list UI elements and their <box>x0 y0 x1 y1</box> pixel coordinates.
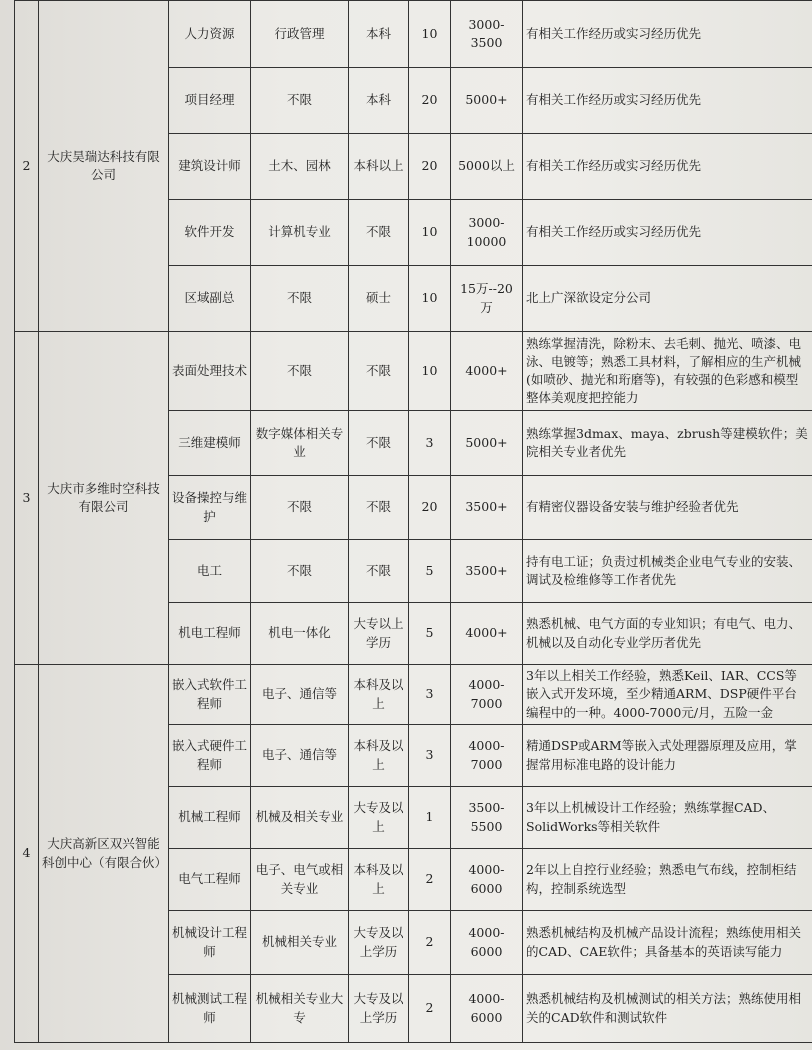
major-cell: 不限 <box>251 68 349 134</box>
requirement-cell: 2年以上自控行业经验；熟悉电气布线，控制柜结构，控制系统选型 <box>523 849 812 911</box>
count-cell: 3 <box>409 665 451 725</box>
education-cell: 本科以上 <box>349 134 409 200</box>
count-cell: 10 <box>409 200 451 266</box>
major-cell: 土木、园林 <box>251 134 349 200</box>
count-cell: 20 <box>409 68 451 134</box>
table-row <box>15 665 812 725</box>
position-cell: 电工 <box>169 540 251 603</box>
requirement-cell: 持有电工证；负责过机械类企业电气专业的安装、调试及检维修等工作者优先 <box>523 540 812 603</box>
position-cell: 机械设计工程师 <box>169 911 251 975</box>
major-cell: 不限 <box>251 266 349 332</box>
position-cell: 电气工程师 <box>169 849 251 911</box>
salary-cell: 3500+ <box>451 540 523 603</box>
salary-cell: 3500+ <box>451 476 523 540</box>
education-cell: 本科 <box>349 1 409 68</box>
requirement-cell: 熟悉机械、电气方面的专业知识；有电气、电力、机械以及自动化专业学历者优先 <box>523 603 812 665</box>
requirement-cell: 精通DSP或ARM等嵌入式处理器原理及应用，掌握常用标准电路的设计能力 <box>523 725 812 787</box>
education-cell: 本科 <box>349 68 409 134</box>
position-cell: 区域副总 <box>169 266 251 332</box>
table-row <box>15 332 812 411</box>
salary-cell: 4000-6000 <box>451 975 523 1043</box>
requirement-cell: 熟练掌握清洗，除粉末、去毛刺、抛光、喷漆、电泳、电镀等；熟悉工具材料，了解相应的生产机械(如喷砂、抛光和珩磨等)，有较强的色彩感和模型整体美观度把控能力 <box>523 332 812 411</box>
position-cell: 嵌入式软件工程师 <box>169 665 251 725</box>
row-index: 3 <box>15 332 39 665</box>
position-cell: 项目经理 <box>169 68 251 134</box>
table-row <box>15 1 812 68</box>
position-cell: 机械工程师 <box>169 787 251 849</box>
education-cell: 本科及以上 <box>349 725 409 787</box>
company-name: 大庆市多维时空科技有限公司 <box>39 332 169 665</box>
position-cell: 机电工程师 <box>169 603 251 665</box>
salary-cell: 4000+ <box>451 603 523 665</box>
position-cell: 机械测试工程师 <box>169 975 251 1043</box>
major-cell: 计算机专业 <box>251 200 349 266</box>
major-cell: 不限 <box>251 540 349 603</box>
education-cell: 大专及以上学历 <box>349 975 409 1043</box>
salary-cell: 4000-7000 <box>451 725 523 787</box>
position-cell: 三维建模师 <box>169 411 251 476</box>
education-cell: 大专及以上学历 <box>349 911 409 975</box>
major-cell: 电子、通信等 <box>251 665 349 725</box>
major-cell: 电子、通信等 <box>251 725 349 787</box>
requirement-cell: 熟悉机械结构及机械测试的相关方法；熟练使用相关的CAD软件和测试软件 <box>523 975 812 1043</box>
education-cell: 本科及以上 <box>349 849 409 911</box>
requirement-cell: 有精密仪器设备安装与维护经验者优先 <box>523 476 812 540</box>
major-cell: 机电一体化 <box>251 603 349 665</box>
requirement-cell: 熟练掌握3dmax、maya、zbrush等建模软件；美院相关专业者优先 <box>523 411 812 476</box>
education-cell: 硕士 <box>349 266 409 332</box>
requirement-cell: 有相关工作经历或实习经历优先 <box>523 200 812 266</box>
position-cell: 设备操控与维护 <box>169 476 251 540</box>
major-cell: 机械相关专业 <box>251 911 349 975</box>
salary-cell: 15万--20万 <box>451 266 523 332</box>
major-cell: 不限 <box>251 332 349 411</box>
education-cell: 大专及以上 <box>349 787 409 849</box>
major-cell: 机械相关专业大专 <box>251 975 349 1043</box>
major-cell: 电子、电气或相关专业 <box>251 849 349 911</box>
salary-cell: 4000-6000 <box>451 849 523 911</box>
count-cell: 20 <box>409 134 451 200</box>
salary-cell: 4000-7000 <box>451 665 523 725</box>
count-cell: 10 <box>409 332 451 411</box>
salary-cell: 3500-5500 <box>451 787 523 849</box>
education-cell: 不限 <box>349 476 409 540</box>
education-cell: 不限 <box>349 540 409 603</box>
count-cell: 5 <box>409 603 451 665</box>
company-name: 大庆昊瑞达科技有限公司 <box>39 1 169 332</box>
requirement-cell: 熟悉机械结构及机械产品设计流程；熟练使用相关的CAD、CAE软件；具备基本的英语读写能力 <box>523 911 812 975</box>
requirement-cell: 有相关工作经历或实习经历优先 <box>523 134 812 200</box>
salary-cell: 5000+ <box>451 68 523 134</box>
count-cell: 3 <box>409 725 451 787</box>
position-cell: 嵌入式硬件工程师 <box>169 725 251 787</box>
count-cell: 2 <box>409 849 451 911</box>
education-cell: 不限 <box>349 200 409 266</box>
count-cell: 5 <box>409 540 451 603</box>
position-cell: 建筑设计师 <box>169 134 251 200</box>
position-cell: 表面处理技术 <box>169 332 251 411</box>
education-cell: 大专以上学历 <box>349 603 409 665</box>
education-cell: 不限 <box>349 411 409 476</box>
requirement-cell: 有相关工作经历或实习经历优先 <box>523 68 812 134</box>
count-cell: 3 <box>409 411 451 476</box>
count-cell: 1 <box>409 787 451 849</box>
company-name: 大庆高新区双兴智能科创中心（有限合伙） <box>39 665 169 1043</box>
major-cell: 不限 <box>251 476 349 540</box>
job-listing-table <box>14 0 812 1043</box>
requirement-cell: 3年以上机械设计工作经验；熟练掌握CAD、SolidWorks等相关软件 <box>523 787 812 849</box>
position-cell: 软件开发 <box>169 200 251 266</box>
count-cell: 2 <box>409 911 451 975</box>
row-index: 2 <box>15 1 39 332</box>
count-cell: 10 <box>409 266 451 332</box>
count-cell: 20 <box>409 476 451 540</box>
major-cell: 机械及相关专业 <box>251 787 349 849</box>
salary-cell: 4000+ <box>451 332 523 411</box>
salary-cell: 3000-10000 <box>451 200 523 266</box>
salary-cell: 5000以上 <box>451 134 523 200</box>
major-cell: 数字媒体相关专业 <box>251 411 349 476</box>
requirement-cell: 有相关工作经历或实习经历优先 <box>523 1 812 68</box>
requirement-cell: 3年以上相关工作经验，熟悉Keil、IAR、CCS等嵌入式开发环境，至少精通ARM、DSP硬件平台编程中的一种。4000-7000元/月，五险一金 <box>523 665 812 725</box>
count-cell: 2 <box>409 975 451 1043</box>
salary-cell: 4000-6000 <box>451 911 523 975</box>
salary-cell: 3000-3500 <box>451 1 523 68</box>
salary-cell: 5000+ <box>451 411 523 476</box>
education-cell: 不限 <box>349 332 409 411</box>
row-index: 4 <box>15 665 39 1043</box>
count-cell: 10 <box>409 1 451 68</box>
table-body <box>15 1 812 1043</box>
requirement-cell: 北上广深欲设定分公司 <box>523 266 812 332</box>
major-cell: 行政管理 <box>251 1 349 68</box>
education-cell: 本科及以上 <box>349 665 409 725</box>
position-cell: 人力资源 <box>169 1 251 68</box>
